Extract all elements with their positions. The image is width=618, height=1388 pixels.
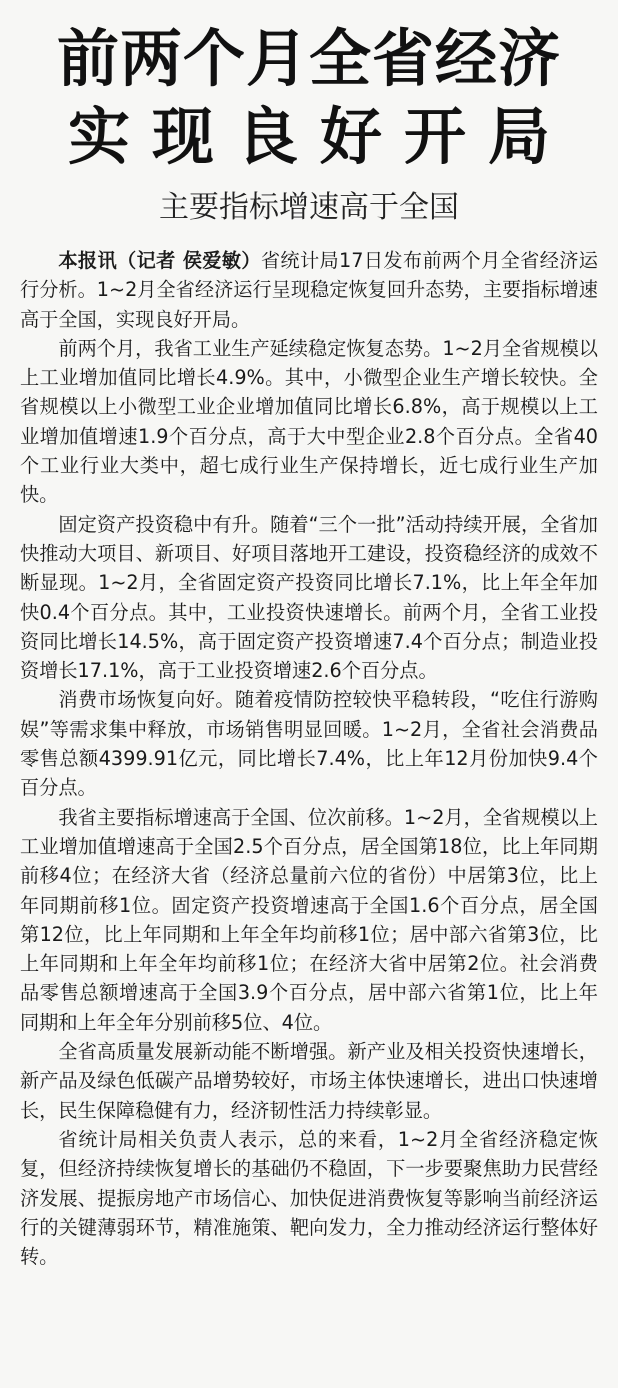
byline: 本报讯（记者 侯爱敏） [58,249,261,272]
subheadline: 主要指标增速高于全国 [159,190,459,225]
headline [20,20,598,176]
paragraph: 全省高质量发展新动能不断增强。新产业及相关投资快速增长，新产品及绿色低碳产品增势较好，市场主体快速增长，进出口快速增长，民生保障稳健有力，经济韧性活力持续彰显。 [20,1040,598,1122]
paragraph: 固定资产投资稳中有升。随着“三个一批”活动持续开展，全省加快推动大项目、新项目、好项目落地开工建设，投资稳经济的成效不断显现。1~2月，全省固定资产投资同比增长7.1%，比上年全年加快0.4个百分点。其中，工业投资快速增长。前两个月，全省工业投资同比增长14.5%，高于固定资产投资增速7.4个百分点；制造业投资增长17.1%，高于工业投资增速2.6个百分点。 [20,512,598,683]
lead-text: 省统计局17日发布前两个月全省经济运行分析。1~2月全省经济运行呈现稳定恢复回升态势，主要指标增速高于全国，实现良好开局。 [20,249,598,331]
paragraph: 我省主要指标增速高于全国、位次前移。1~2月，全省规模以上工业增加值增速高于全国2.5个百分点，居全国第18位，比上年同期前移4位；在经济大省（经济总量前六位的省份）中居第3位，比上年同期前移1位。固定资产投资增速高于全国1.6个百分点，居全国第12位，比上年同期和上年全年均前移1位；居中部六省第3位，比上年同期和上年全年均前移1位；在经济大省中居第2位。社会消费品零售总额增速高于全国3.9个百分点，居中部六省第1位，比上年同期和上年全年分别前移5位、4位。 [20,805,598,1034]
lead-paragraph [20,246,598,334]
headline-line-1: 前两个月全省经济 [56,22,561,95]
headline-line-2: 实现良好开局 [67,100,572,173]
paragraph: 前两个月，我省工业生产延续稳定恢复态势。1~2月全省规模以上工业增加值同比增长4.9%。其中，小微型企业生产增长较快。全省规模以上小微型工业企业增加值同比增长6.8%，高于规模以上工业增加值增速1.9个百分点，高于大中型企业2.8个百分点。全省40个工业行业大类中，超七成行业生产保持增长，近七成行业生产加快。 [20,336,598,507]
article-body [20,246,598,1271]
paragraph: 省统计局相关负责人表示，总的来看，1~2月全省经济稳定恢复，但经济持续恢复增长的基础仍不稳固，下一步要聚焦助力民营经济发展、提振房地产市场信心、加快促进消费恢复等影响当前经济运行的关键薄弱环节，精准施策、靶向发力，全力推动经济运行整体好转。 [20,1127,598,1269]
paragraph: 消费市场恢复向好。随着疫情防控较快平稳转段，“吃住行游购娱”等需求集中释放，市场销售明显回暖。1~2月，全省社会消费品零售总额4399.91亿元，同比增长7.4%，比上年12月份加快9.4个百分点。 [20,688,598,800]
